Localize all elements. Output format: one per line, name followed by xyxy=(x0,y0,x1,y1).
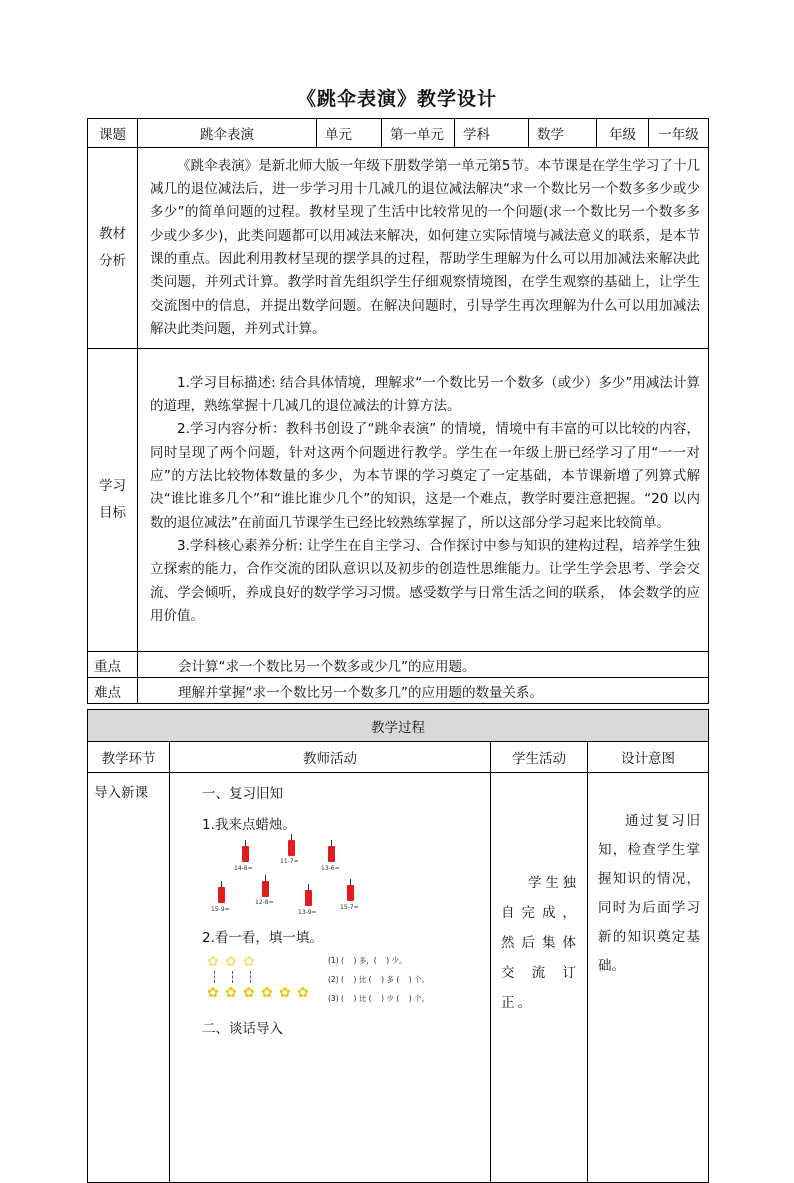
teacher-cell xyxy=(170,773,491,1183)
candle-label: 13-9= xyxy=(298,909,317,916)
process-banner-row xyxy=(88,710,709,742)
info-table xyxy=(87,118,709,704)
difficulty-row xyxy=(88,678,709,704)
dash-line xyxy=(232,971,234,983)
candle xyxy=(347,885,354,901)
dash-line xyxy=(214,971,216,983)
difficulty-text: 理解并掌握“求一个数比另一个数多几”的应用题的数量关系。 xyxy=(138,678,709,704)
key-point-text: 会计算“求一个数比另一个数多或少几”的应用题。 xyxy=(138,652,709,678)
flower-icon: ✿ xyxy=(225,954,237,970)
item-candles: 1.我来点蜡烛。 xyxy=(202,817,296,833)
candle xyxy=(328,846,335,862)
fill-question-3: (3) ( ) 比 ( ) 少 ( ) 个。 xyxy=(328,994,430,1003)
objective-1: 1.学习目标描述: 结合具体情境，理解求“一个数比另一个数多（或少）多少”用减法计算的道理，熟练掌握十几减几的退位减法的计算方法。 xyxy=(150,374,700,415)
key-point-label: 重点 xyxy=(88,652,138,678)
material-label xyxy=(88,148,138,349)
course-label: 课题 xyxy=(88,119,138,148)
page-title: 《跳伞表演》教学设计 xyxy=(296,88,497,110)
candle-label: 13-6= xyxy=(321,865,340,872)
student-activity: 学生独自完成，然后集体交流订正。 xyxy=(501,875,579,1011)
fill-question-1: (1) ( ) 多，( ) 少。 xyxy=(328,956,407,965)
material-label-line1: 教材 xyxy=(99,226,126,242)
candle xyxy=(288,840,295,856)
review-title: 一、复习旧知 xyxy=(202,786,283,802)
grade-value: 一年级 xyxy=(649,119,709,148)
process-body-row xyxy=(88,773,709,1183)
material-label-line2: 分析 xyxy=(99,253,126,269)
candle-label: 15-9= xyxy=(211,906,230,913)
candle xyxy=(305,890,312,906)
candle xyxy=(218,887,225,903)
talk-title: 二、谈话导入 xyxy=(202,1021,283,1037)
unit-value: 第一单元 xyxy=(382,119,455,148)
objective-2: 2.学习内容分析：教科书创设了“跳伞表演” 的情境，情境中有丰富的可以比较的内容，同时呈现了两个问题，针对这两个问题进行教学。学生在一年级上册已经学习了用“一一对应”的方法比较物体数量的多少，为本节课的学习奠定了一定基础，本节课新增了列算式解决“谁比谁多几个”和“谁比谁少几个”的知识，这是一个难点，教学时要注意把握。“20 以内数的退位减法”在前面几节课学生已经比较熟练掌握了，所以这部分学习起来比较简单。 xyxy=(150,421,700,531)
header-row xyxy=(88,119,709,148)
student-cell xyxy=(491,773,588,1183)
objectives-label-line2: 目标 xyxy=(99,505,126,521)
flower-icon: ✿ xyxy=(207,985,219,1001)
key-point-row xyxy=(88,652,709,678)
objectives-row xyxy=(88,349,709,652)
design-intent: 通过复习旧知，检查学生掌握知识的情况，同时为后面学习新的知识奠定基础。 xyxy=(598,813,700,974)
flower-icon: ✿ xyxy=(243,954,255,970)
subject-value: 数学 xyxy=(529,119,597,148)
process-table xyxy=(87,709,709,1183)
flower-icon: ✿ xyxy=(243,985,255,1001)
process-header-row xyxy=(88,742,709,773)
flower-icon: ✿ xyxy=(297,985,309,1001)
material-text-cell xyxy=(138,148,709,349)
difficulty-label: 难点 xyxy=(88,678,138,704)
material-text: 《跳伞表演》是新北师大版一年级下册数学第一单元第5节。本节课是在学生学习了十几减几的退位减法后，进一步学习用十几减几的退位减法解决“求一个数比另一个数多多少或少多少”的简单问题的过程。教材呈现了生活中比较常见的一个问题(求一个数比另一个数多多少或少多少)，此类问题都可以用减法来解决，如何建立实际情境与减法意义的联系，是本节课的重点。因此利用教材呈现的摆学具的过程，帮助学生理解为什么可以用加减法来解决此类问题，并列式计算。教学时首先组织学生仔细观察情境图，在学生观察的基础上，让学生交流图中的信息，并提出数学问题。在解决问题时，引导学生再次理解为什么可以用加减法解决此类问题，并列式计算。 xyxy=(150,157,700,337)
col-stage: 教学环节 xyxy=(88,742,170,773)
col-intent: 设计意图 xyxy=(588,742,709,773)
candle-label: 11-7= xyxy=(280,858,299,865)
objectives-label xyxy=(88,349,138,652)
candle-label: 14-6= xyxy=(234,865,253,872)
process-banner: 教学过程 xyxy=(88,710,709,742)
flower-icon: ✿ xyxy=(207,954,219,970)
candle-label: 12-8= xyxy=(255,899,274,906)
intent-cell xyxy=(588,773,709,1183)
flower-icon: ✿ xyxy=(225,985,237,1001)
material-row xyxy=(88,148,709,349)
col-teacher: 教师活动 xyxy=(170,742,491,773)
col-student: 学生活动 xyxy=(491,742,588,773)
candle xyxy=(262,881,269,897)
subject-label: 学科 xyxy=(455,119,529,148)
course-value: 跳伞表演 xyxy=(138,119,317,148)
candle xyxy=(242,846,249,862)
item-fill: 2.看一看，填一填。 xyxy=(202,930,323,946)
candle-label: 15-7= xyxy=(340,904,359,911)
objectives-label-line1: 学习 xyxy=(99,478,126,494)
unit-label: 单元 xyxy=(317,119,382,148)
grade-label: 年级 xyxy=(597,119,649,148)
fill-question-2: (2) ( ) 比 ( ) 多 ( ) 个。 xyxy=(328,975,430,984)
dash-line xyxy=(250,971,252,983)
objectives-text-cell xyxy=(138,349,709,652)
objective-3: 3.学科核心素养分析: 让学生在自主学习、合作探讨中参与知识的建构过程，培养学生独立探索的能力，合作交流的团队意识以及初步的创造性思维能力。让学生学会思考、学会交流、学会倾听，养成良好的数学学习习惯。感受数学与日常生活之间的联系， 体会数学的应用价值。 xyxy=(150,537,700,624)
flower-icon: ✿ xyxy=(279,985,291,1001)
stage-cell: 导入新课 xyxy=(88,773,170,1183)
flower-icon: ✿ xyxy=(261,985,273,1001)
